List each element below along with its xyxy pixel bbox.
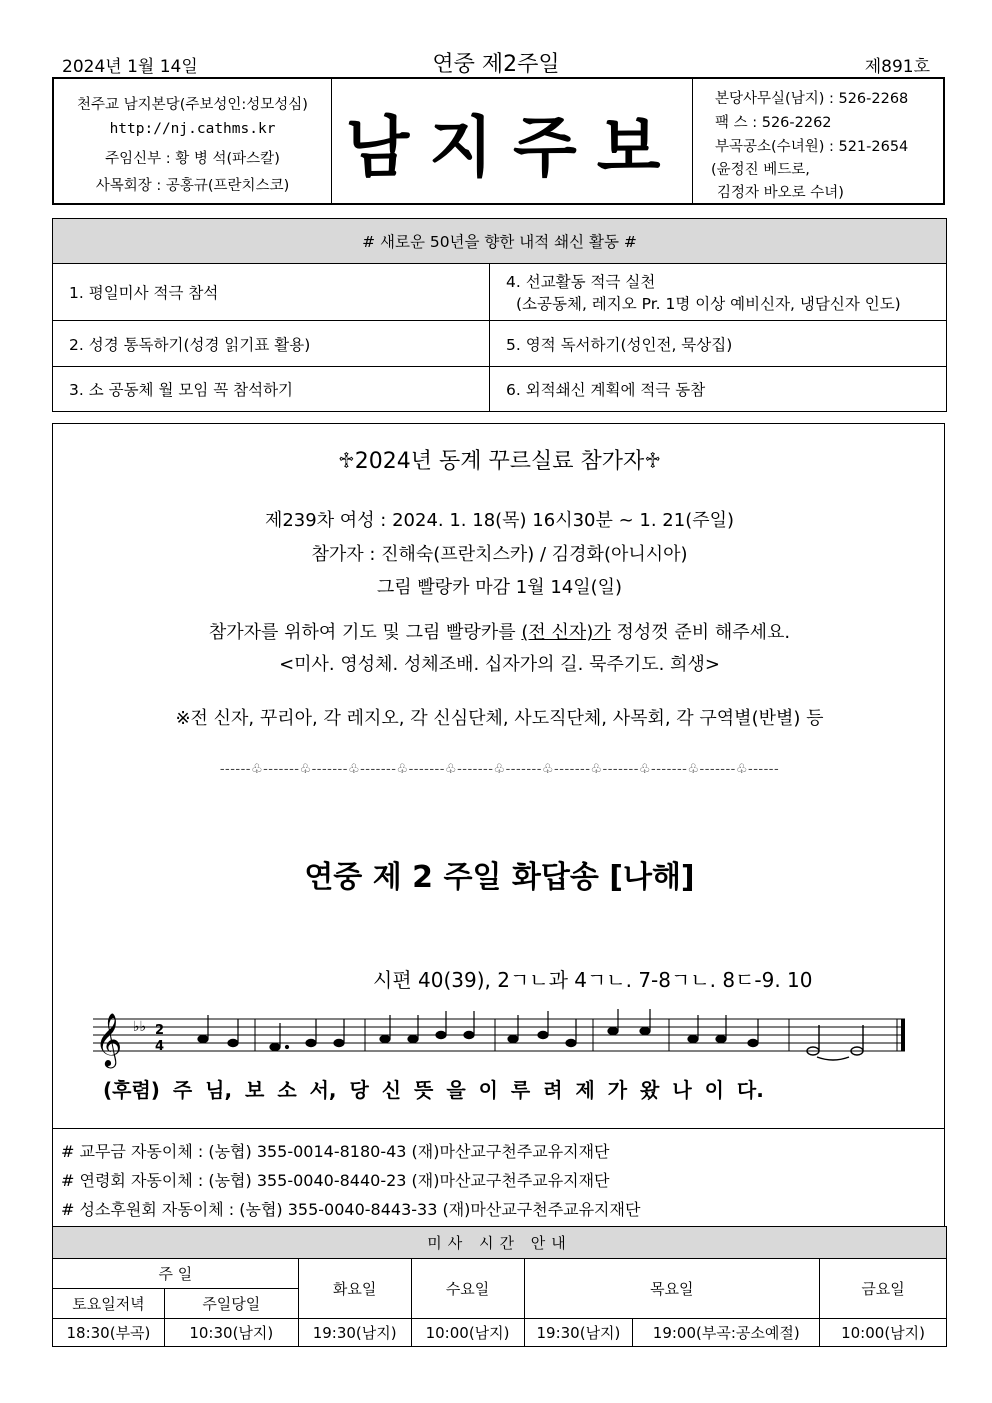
activity-item: 6. 외적쇄신 계획에 적극 동참 bbox=[490, 367, 947, 412]
mass-schedule-table bbox=[52, 1226, 947, 1347]
tuesday-header: 화요일 bbox=[298, 1259, 411, 1319]
flat-icon: ♭♭ bbox=[133, 1019, 147, 1035]
psalm-title: 연중 제 2 주일 화답송 [나해] bbox=[304, 860, 695, 895]
palanca-deadline: 그림 빨랑카 마감 1월 14일(일) bbox=[376, 577, 623, 598]
palanca-groups: ※전 신자, 꾸리아, 각 레지오, 각 신심단체, 사도직단체, 사목회, 각 구역별(반별) 등 bbox=[175, 708, 824, 729]
mass-schedule-header: 미사 시간 안내 bbox=[53, 1227, 947, 1259]
mass-time: 10:30(남지) bbox=[164, 1319, 298, 1347]
activity-item: 5. 영적 독서하기(성인전, 묵상집) bbox=[490, 321, 947, 367]
palanca-types: <미사. 영성체. 성체조배. 십자가의 길. 묵주기도. 희생> bbox=[279, 654, 720, 675]
time-signature-icon: 2 bbox=[155, 1023, 165, 1038]
office-phone: 본당사무실(남지) : 526-2268 bbox=[715, 91, 909, 107]
wednesday-header: 수요일 bbox=[411, 1259, 524, 1319]
account-vocation: # 성소후원회 자동이체 : (농협) 355-0040-8443-33 (재)마산교구천주교유지재단 bbox=[61, 1200, 641, 1219]
palanca-request-text-end: 정성껏 준비 해주세요. bbox=[610, 622, 791, 643]
refrain-lyrics: (후렴) 주 님, 보 소 서, 당 신 뜻 을 이 루 려 제 가 왔 나 이 다. bbox=[103, 1078, 764, 1102]
activity-item: 1. 평일미사 적극 참석 bbox=[53, 264, 490, 321]
mass-time: 19:00(부곡:공소예절) bbox=[633, 1319, 820, 1347]
sunday-header: 주 일 bbox=[53, 1259, 299, 1289]
activity-item-detail: (소공동체, 레지오 Pr. 1명 이상 예비신자, 냉담신자 인도) bbox=[516, 295, 901, 313]
sister-1: (윤정진 베드로, bbox=[711, 162, 810, 178]
issue-date: 2024년 1월 14일 bbox=[62, 57, 198, 77]
sister-2: 김정자 바오로 수녀) bbox=[717, 185, 844, 201]
palanca-request bbox=[53, 618, 946, 644]
activity-item: 2. 성경 통독하기(성경 읽기표 활용) bbox=[53, 321, 490, 367]
thursday-header: 목요일 bbox=[524, 1259, 820, 1319]
palanca-request-emphasis: (전 신자)가 bbox=[521, 622, 611, 643]
council-chair: 사목회장 : 공홍규(프란치스코) bbox=[95, 178, 290, 194]
mass-time: 10:00(남지) bbox=[820, 1319, 947, 1347]
mass-time: 10:00(남지) bbox=[411, 1319, 524, 1347]
activity-item: 3. 소 공동체 월 모임 꼭 참석하기 bbox=[53, 367, 490, 412]
account-tithe: # 교무금 자동이체 : (농협) 355-0014-8180-43 (재)마산교구천주교유지재단 bbox=[61, 1142, 610, 1161]
renewal-activities-table bbox=[52, 218, 947, 412]
fax: 팩 스 : 526-2262 bbox=[715, 115, 832, 131]
palanca-request-text: 참가자를 위하여 기도 및 그림 빨랑카를 bbox=[208, 622, 522, 643]
main-content-box bbox=[52, 423, 945, 1129]
sunday-day-header: 주일당일 bbox=[164, 1289, 298, 1319]
parish-info bbox=[54, 79, 332, 203]
activity-item bbox=[490, 264, 947, 321]
music-staff bbox=[93, 1009, 913, 1069]
contact-info bbox=[692, 79, 946, 203]
masthead bbox=[52, 77, 945, 205]
mass-time: 19:30(남지) bbox=[298, 1319, 411, 1347]
parish-url[interactable]: http://nj.cathms.kr bbox=[109, 121, 276, 137]
svg-text:4: 4 bbox=[155, 1039, 165, 1054]
issue-number: 제891호 bbox=[864, 57, 930, 77]
mass-time: 18:30(부곡) bbox=[53, 1319, 165, 1347]
clover-divider: ------♧-------♧-------♧-------♧-------♧-------♧-------♧-------♧-------♧-------♧-------♧------ bbox=[219, 762, 780, 777]
cursillo-participants: 참가자 : 진해숙(프란치스카) / 김경화(아니시아) bbox=[311, 544, 688, 565]
parish-name: 천주교 남지본당(주보성인:성모성심) bbox=[77, 97, 308, 113]
saturday-evening-header: 토요일저녁 bbox=[53, 1289, 165, 1319]
auto-transfer-accounts bbox=[52, 1129, 945, 1226]
cursillo-schedule: 제239차 여성 : 2024. 1. 18(목) 16시30분 ~ 1. 21(주일) bbox=[264, 510, 735, 531]
liturgical-week: 연중 제2주일 bbox=[432, 52, 560, 77]
psalm-reference: 시편 40(39), 2ㄱㄴ과 4ㄱㄴ. 7-8ㄱㄴ. 8ㄷ-9. 10 bbox=[373, 968, 813, 992]
cursillo-title: ♱2024년 동계 꾸르실료 참가자♱ bbox=[337, 449, 662, 474]
friday-header: 금요일 bbox=[820, 1259, 947, 1319]
account-funeral: # 연령회 자동이체 : (농협) 355-0040-8440-23 (재)마산교구천주교유지재단 bbox=[61, 1171, 610, 1190]
mass-time: 19:30(남지) bbox=[524, 1319, 633, 1347]
convent-phone: 부곡공소(수녀원) : 521-2654 bbox=[715, 139, 909, 155]
bulletin-title: 남지주보 bbox=[345, 108, 681, 186]
activity-item-title: 4. 선교활동 적극 실천 bbox=[506, 273, 656, 291]
treble-clef-icon: 𝄞 bbox=[95, 1012, 123, 1066]
pastor: 주임신부 : 황 병 석(파스칼) bbox=[105, 151, 280, 167]
activities-header: # 새로운 50년을 향한 내적 쇄신 활동 # bbox=[53, 219, 947, 264]
